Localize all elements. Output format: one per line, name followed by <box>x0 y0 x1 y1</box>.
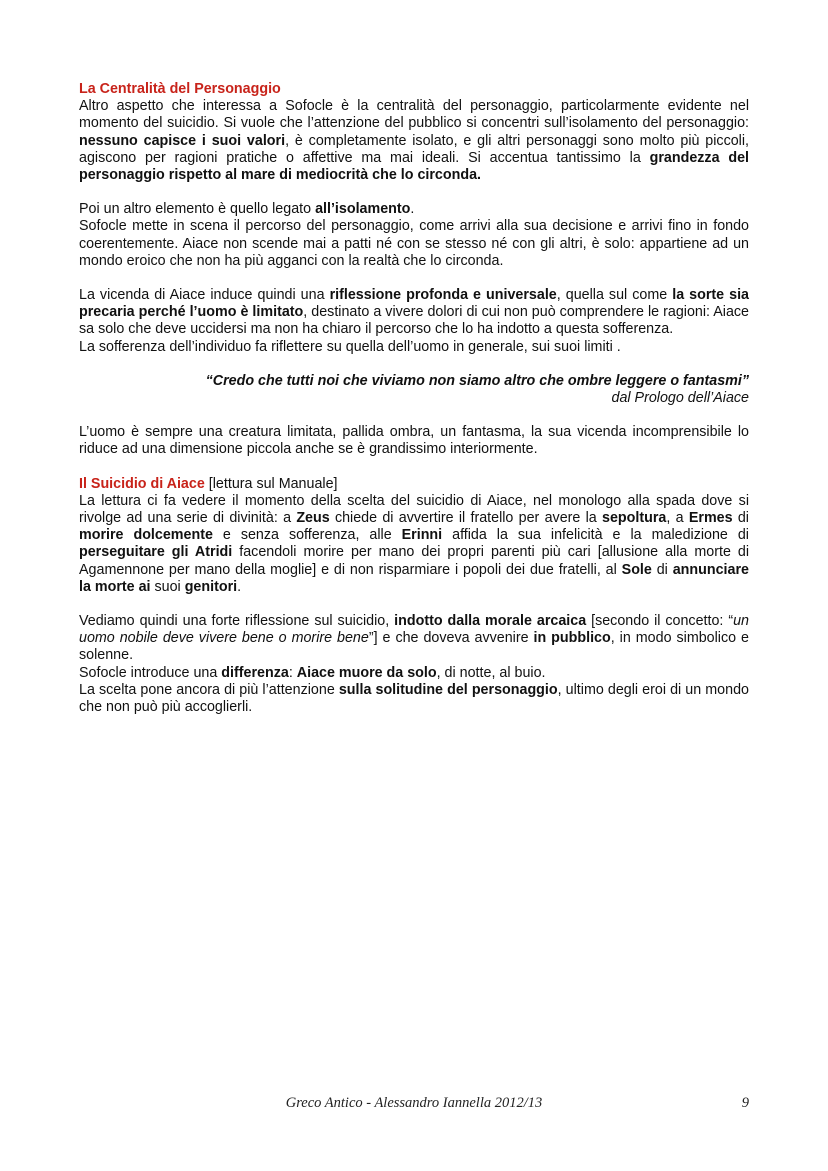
text-run: e senza sofferenza, alle <box>212 527 402 544</box>
italic-text: un uomo nobile deve vivere bene o morire bene <box>79 613 750 647</box>
paragraph <box>79 682 749 716</box>
text-run: Sofocle mette in scena il percorso del personaggio, come arrivi alla sua decisione e arrivi fino in fondo coerentemente. Aiace non scende mai a patti né con se stesso né con gli altri, è solo: appartiene ad un mondo eroico che non ha più agganci con la realtà che lo circonda. <box>79 218 749 269</box>
bold-text: la sorte sia precaria perché l’uomo è limitato <box>79 287 750 321</box>
page-number: 9 <box>741 1095 749 1111</box>
bold-text: indotto dalla morale arcaica <box>394 613 587 630</box>
text-run: affida la sua infelicità e la maledizione di <box>442 527 749 544</box>
bold-text: Erinni <box>401 527 443 544</box>
bold-text: all’isolamento <box>315 201 411 218</box>
section-heading-centralita: La Centralità del Personaggio <box>79 81 281 97</box>
quote-block <box>79 373 749 407</box>
section-heading-title: Il Suicidio di Aiace <box>79 475 205 492</box>
page-body <box>79 81 749 716</box>
bold-text: annunciare la morte ai <box>79 561 749 595</box>
paragraph <box>79 287 749 339</box>
text-run: . <box>410 201 415 218</box>
text-run: La vicenda di Aiace induce quindi una <box>79 287 330 304</box>
text-run: La lettura ci fa vedere il momento della scelta del suicidio di Aiace, nel monologo alla spada dove si rivolge ad una serie di divinità: a <box>79 492 749 527</box>
text-run: chiede di avvertire il fratello per avere la <box>329 510 603 527</box>
bold-text: Ermes <box>688 510 733 527</box>
text-run: La scelta pone ancora di più l’attenzione <box>79 681 339 698</box>
bold-text: morire dolcemente <box>79 527 213 544</box>
bold-text: sepoltura <box>602 510 667 527</box>
text-run: , in modo simbolico e solenne. <box>79 630 749 664</box>
text-run: Poi un altro elemento è quello legato <box>79 201 316 218</box>
quote-source: dal Prologo dell’Aiace <box>611 390 749 407</box>
text-run: Altro aspetto che interessa a Sofocle è la centralità del personaggio, particolarmente evidente nel momento del suicidio. Si vuole che l’attenzione del pubblico si concentri sull’isolamento del personaggio: <box>79 98 749 132</box>
text-run: facendoli morire per mano dei propri parenti più cari [allusione alla morte di Agamennone per mano della moglie] e di non risparmiare i popoli dei due fratelli, al <box>79 544 749 578</box>
paragraph <box>79 665 749 682</box>
bold-text: nessuno capisce i suoi valori <box>79 132 286 149</box>
bold-text: Sole <box>621 561 652 578</box>
bold-text: in pubblico <box>533 630 611 647</box>
text-run: : <box>288 664 297 681</box>
paragraph <box>79 613 749 665</box>
bold-text: grandezza del personaggio rispetto al mare di mediocrità che lo circonda. <box>79 149 750 184</box>
footer-title: Greco Antico - Alessandro Iannella 2012/13 <box>285 1095 543 1111</box>
bold-text: differenza <box>221 664 289 681</box>
bold-text: riflessione profonda e universale <box>329 287 557 304</box>
quote-text: “Credo che tutti noi che viviamo non siamo altro che ombre leggere o fantasmi” <box>205 372 749 389</box>
paragraph <box>79 493 749 596</box>
text-run: [secondo il concetto: “ <box>586 613 734 630</box>
text-run: La sofferenza dell’individuo fa riflettere su quella dell’uomo in generale, sui suoi limiti . <box>79 338 621 355</box>
text-run: . <box>237 578 242 595</box>
bold-text: genitori <box>184 578 238 595</box>
bold-text: Zeus <box>296 510 330 527</box>
text-run: di <box>732 510 749 527</box>
text-run: , ultimo degli eroi di un mondo che non può più accoglierli. <box>79 681 749 716</box>
bold-text: sulla solitudine del personaggio <box>338 681 558 698</box>
text-run: , è completamente isolato, e gli altri personaggi sono molto più piccoli, agiscono per ragioni pratiche o affettive ma mai ideali. Si accentua tantissimo la <box>79 132 749 166</box>
bold-text: perseguitare gli Atridi <box>79 544 233 561</box>
paragraph <box>79 218 749 270</box>
text-run: , destinato a vivere dolori di cui non può comprendere le ragioni: Aiace sa solo che deve uccidersi ma non ha chiaro il percorso che lo ha indotto a questa sofferenza. <box>79 304 749 338</box>
text-run: , quella sul come <box>556 287 673 304</box>
bold-text: Aiace muore da solo <box>296 664 437 681</box>
text-run: L’uomo è sempre una creatura limitata, pallida ombra, un fantasma, la sua vicenda incomprensibile lo riduce ad una dimensione piccola anche se è grandissimo interiormente. <box>79 424 749 458</box>
paragraph <box>79 98 749 184</box>
text-run: di <box>651 561 673 578</box>
text-run: Sofocle introduce una <box>79 664 222 681</box>
section-heading-note: [lettura sul Manuale] <box>204 475 338 492</box>
text-run: ”] e che doveva avvenire <box>368 630 534 647</box>
paragraph <box>79 424 749 458</box>
section-heading-suicidio <box>79 476 749 493</box>
paragraph <box>79 339 749 356</box>
text-run: , di notte, al buio. <box>436 664 546 681</box>
paragraph <box>79 201 749 218</box>
text-run: Vediamo quindi una forte riflessione sul suicidio, <box>79 613 395 630</box>
text-run: , a <box>666 510 689 527</box>
text-run: suoi <box>150 578 185 595</box>
